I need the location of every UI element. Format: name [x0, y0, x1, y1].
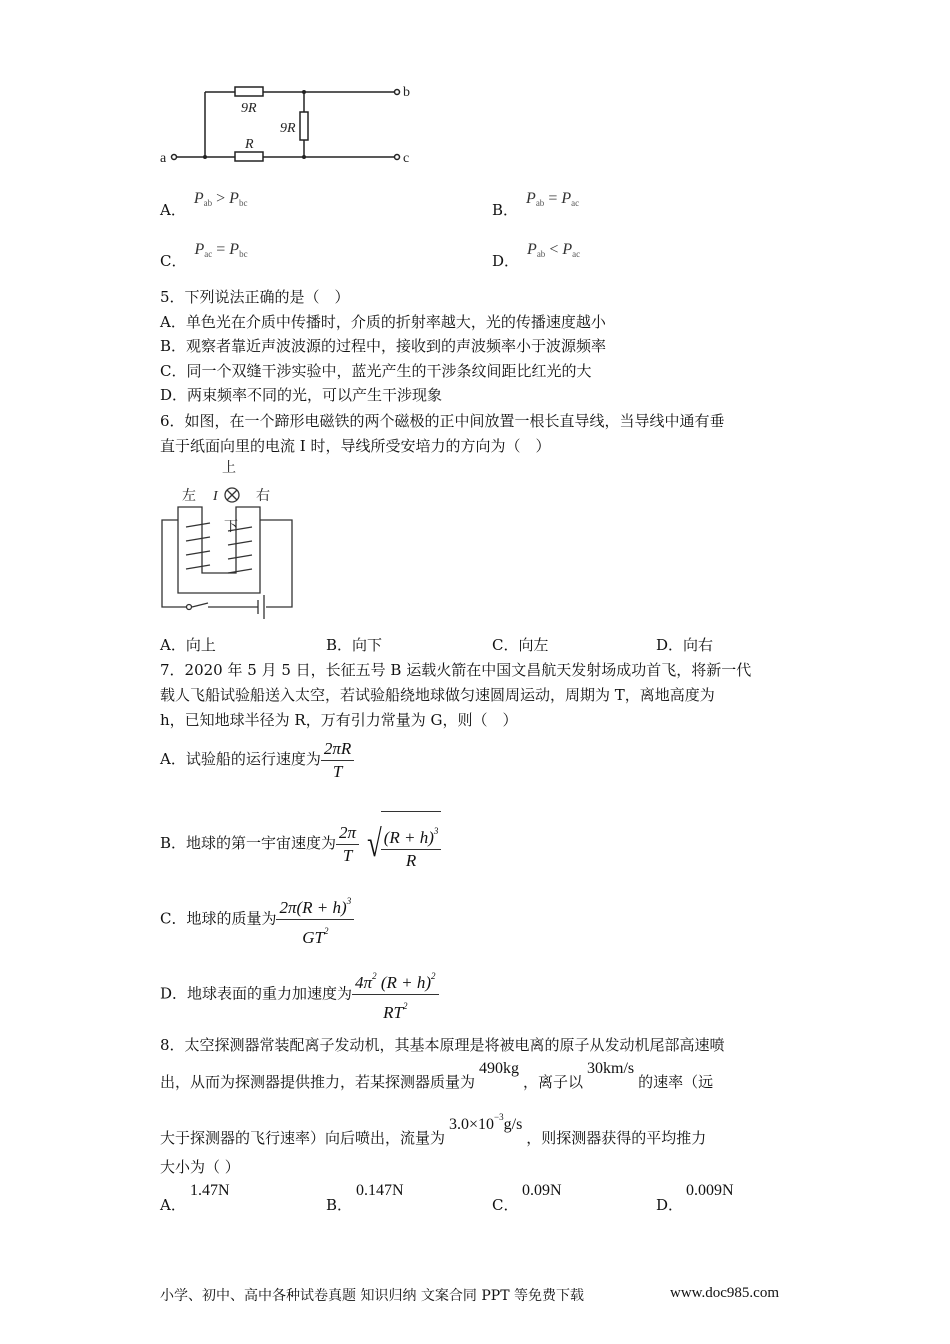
q8-line3: 大于探测器的飞行速率）向后喷出，流量为$3.0\times 10^{-3}g/s$，则探测器获得的平均推力	[160, 1112, 707, 1147]
q4-option-c[interactable]	[160, 241, 248, 276]
electromagnet-diagram	[158, 455, 298, 615]
q5-option-a[interactable]: A．单色光在介质中传播时，介质的折射率越大，光的传播速度越小	[160, 313, 606, 331]
label-current: I	[213, 489, 218, 504]
circuit-diagram	[160, 80, 410, 170]
option-value: 0.147N	[356, 1182, 404, 1199]
option-formula: $P_{ab} > P_{bc}$	[193, 190, 248, 208]
q5-stem: 5．下列说法正确的是（ ）	[160, 288, 350, 306]
option-label: D．	[492, 252, 520, 270]
q6-option-a[interactable]: A．向上	[160, 636, 216, 654]
footer-url[interactable]: www.doc985.com	[670, 1285, 780, 1301]
q8-line2: 出，从而为探测器提供推力，若某探测器质量为490kg，离子以30km/s的速率（远	[160, 1060, 714, 1091]
q8-option-a[interactable]	[160, 1182, 230, 1215]
option-formula: $\frac{2\pi R}{T}$	[321, 738, 354, 783]
q6-stem-line2: 直于纸面向里的电流 I 时，导线所受安培力的方向为（ ）	[160, 437, 551, 455]
option-label: D．	[656, 1196, 684, 1214]
q7-stem-line1: 7．2020 年 5 月 5 日，长征五号 B 运载火箭在中国文昌航天发射场成功首飞，将新一代	[160, 661, 752, 679]
option-text: B．地球的第一宇宙速度为	[160, 834, 337, 852]
q7-option-c[interactable]	[160, 890, 354, 949]
flow-value: $3.0\times 10^{-3}g/s$	[449, 1112, 523, 1133]
q8-line1: 8．太空探测器常装配离子发动机，其基本原理是将被电离的原子从发动机尾部高速喷	[160, 1036, 725, 1054]
option-formula: $\frac{2\pi(R + h)^3}{GT^2}$	[276, 890, 354, 949]
q5-option-b[interactable]: B．观察者靠近声波波源的过程中，接收到的声波频率小于波源频率	[160, 337, 607, 355]
q8-option-d[interactable]	[656, 1182, 734, 1215]
node-a-label: a	[160, 151, 167, 166]
option-label: B．	[492, 201, 519, 219]
resistor-label-right: 9R	[280, 121, 296, 136]
q6-option-d[interactable]: D．向右	[656, 636, 714, 654]
sqrt-formula: √ $\frac{(R + h)^3}{R}$	[364, 811, 442, 878]
option-formula: $\frac{2\pi}{T}$	[336, 822, 359, 867]
option-value: 0.09N	[522, 1182, 562, 1199]
option-label: B．	[326, 1196, 353, 1214]
q7-option-a[interactable]	[160, 736, 354, 783]
option-label: C．	[492, 1196, 519, 1214]
resistor-label-bottom: R	[245, 137, 254, 152]
node-c-label: c	[403, 151, 410, 166]
option-formula: $\frac{4\pi^2 (R + h)^2}{RT^2}$	[352, 965, 438, 1024]
option-label: C．	[160, 252, 187, 270]
option-formula: $P_{ab} = P_{ac}$	[526, 190, 580, 208]
option-formula: $P_{ab} < P_{ac}$	[527, 241, 581, 259]
option-text: C．地球的质量为	[160, 909, 277, 928]
option-label: A．	[160, 1196, 186, 1214]
q7-stem-line2: 载人飞船试验船送入太空，若试验船绕地球做匀速圆周运动，周期为 T，离地高度为	[160, 686, 715, 704]
q8-option-c[interactable]	[492, 1182, 562, 1215]
label-up: 上	[222, 460, 236, 476]
q7-option-b[interactable]	[160, 810, 441, 878]
q4-option-d[interactable]	[492, 241, 581, 276]
option-formula: $P_{ac} = P_{bc}$	[194, 241, 248, 259]
q8-line4: 大小为（ ）	[160, 1158, 240, 1176]
footer-text: 小学、初中、高中各种试卷真题 知识归纳 文案合同 PPT 等免费下载	[160, 1288, 584, 1304]
q6-option-b[interactable]: B．向下	[326, 636, 383, 654]
mass-value: 490kg	[479, 1060, 520, 1077]
q8-option-b[interactable]	[326, 1182, 404, 1215]
q5-option-c[interactable]: C．同一个双缝干涉实验中，蓝光产生的干涉条纹间距比红光的大	[160, 362, 592, 380]
q4-option-a[interactable]	[160, 190, 248, 225]
q7-stem-line3: h，已知地球半径为 R，万有引力常量为 G，则（ ）	[160, 711, 518, 729]
resistor-label-top: 9R	[241, 101, 257, 116]
q4-option-b[interactable]	[492, 190, 580, 225]
footer	[160, 1285, 780, 1305]
option-text: D．地球表面的重力加速度为	[160, 984, 353, 1003]
option-label: A．	[160, 201, 186, 219]
q6-stem-line1: 6．如图，在一个蹄形电磁铁的两个磁极的正中间放置一根长直导线，当导线中通有垂	[160, 412, 725, 430]
option-value: 0.009N	[686, 1182, 734, 1199]
q6-option-c[interactable]: C．向左	[492, 636, 549, 654]
q7-option-d[interactable]	[160, 965, 439, 1024]
q5-option-d[interactable]: D．两束频率不同的光，可以产生干涉现象	[160, 386, 443, 404]
option-value: 1.47N	[190, 1182, 230, 1199]
label-down: 下	[224, 519, 238, 535]
speed-value: 30km/s	[587, 1060, 635, 1077]
label-right: 右	[256, 488, 270, 504]
label-left: 左	[182, 488, 196, 504]
node-b-label: b	[403, 85, 410, 100]
option-text: A．试验船的运行速度为	[160, 750, 321, 768]
